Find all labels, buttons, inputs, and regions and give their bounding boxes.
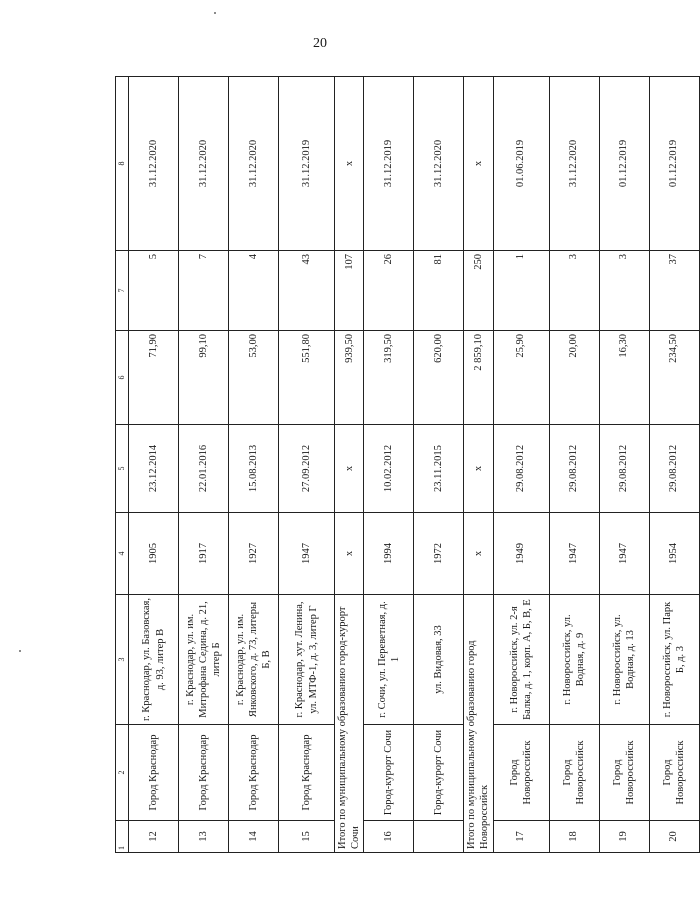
area-value: 319,50 [364, 331, 414, 425]
municipality-name: Город-курорт Сочи [364, 725, 414, 821]
area-value: 551,80 [279, 331, 335, 425]
recognition-date: х [464, 425, 493, 513]
building-address: г. Новороссийск, ул. Парк Б, д. 3 [649, 595, 699, 725]
recognition-date: 15.08.2013 [229, 425, 279, 513]
relocation-deadline: 31.12.2020 [414, 77, 464, 251]
residents-count: 5 [129, 251, 179, 331]
residents-count: 81 [414, 251, 464, 331]
table-row [279, 77, 335, 853]
table-row [599, 77, 649, 853]
construction-year: 1994 [364, 513, 414, 595]
row-number: 16 [364, 821, 414, 853]
row-number: 14 [229, 821, 279, 853]
building-address: г. Краснодар, ул. им. Янковского, д. 73, литеры Б, В [229, 595, 279, 725]
row-number: 18 [549, 821, 599, 853]
column-number: 6 [116, 331, 129, 425]
recognition-date: х [335, 425, 364, 513]
subtotal-row [335, 77, 364, 853]
recognition-date: 23.11.2015 [414, 425, 464, 513]
table-body [116, 77, 700, 853]
residents-count: 43 [279, 251, 335, 331]
relocation-deadline: 31.12.2020 [179, 77, 229, 251]
subtotal-row [464, 77, 493, 853]
residents-count: 7 [179, 251, 229, 331]
table-row [493, 77, 549, 853]
construction-year: 1927 [229, 513, 279, 595]
relocation-deadline: 01.12.2019 [649, 77, 699, 251]
recognition-date: 27.09.2012 [279, 425, 335, 513]
subtotal-label: Итого по муниципальному образованию город Новороссийск [464, 595, 493, 853]
recognition-date: 29.08.2012 [649, 425, 699, 513]
column-number: 7 [116, 251, 129, 331]
relocation-deadline: 01.06.2019 [493, 77, 549, 251]
column-number: 8 [116, 77, 129, 251]
scan-speck [19, 650, 21, 652]
building-address: г. Новороссийск, ул. Водная, д. 9 [549, 595, 599, 725]
row-number: 13 [179, 821, 229, 853]
column-number: 1 [116, 821, 129, 853]
residents-count: 1 [493, 251, 549, 331]
column-number: 2 [116, 725, 129, 821]
construction-year: 1905 [129, 513, 179, 595]
relocation-deadline: х [464, 77, 493, 251]
building-address: ул. Видовая, 33 [414, 595, 464, 725]
construction-year: 1947 [279, 513, 335, 595]
building-address: г. Краснодар, ул. им. Митрофана Седина, д. 21, литер Б [179, 595, 229, 725]
area-value: 16,30 [599, 331, 649, 425]
table-row [549, 77, 599, 853]
area-value: 234,50 [649, 331, 699, 425]
table-row [649, 77, 699, 853]
building-address: г. Сочи, ул. Переветная, д. 1 [364, 595, 414, 725]
construction-year: 1947 [599, 513, 649, 595]
recognition-date: 29.08.2012 [493, 425, 549, 513]
recognition-date: 29.08.2012 [549, 425, 599, 513]
area-value: 620,00 [414, 331, 464, 425]
table-row [414, 77, 464, 853]
area-value: 53,00 [229, 331, 279, 425]
construction-year: 1947 [549, 513, 599, 595]
municipality-name: Город-курорт Сочи [414, 725, 464, 821]
recognition-date: 10.02.2012 [364, 425, 414, 513]
construction-year: х [335, 513, 364, 595]
area-value: 2 859,10 [464, 331, 493, 425]
row-number: 15 [279, 821, 335, 853]
recognition-date: 29.08.2012 [599, 425, 649, 513]
relocation-deadline: х [335, 77, 364, 251]
building-address: г. Краснодар, хут. Ленина, ул. МТФ-1, д. 3, литер Г [279, 595, 335, 725]
page-number: 20 [313, 36, 327, 51]
column-number-row [116, 77, 129, 853]
construction-year: 1954 [649, 513, 699, 595]
row-number: 20 [649, 821, 699, 853]
relocation-deadline: 01.12.2019 [599, 77, 649, 251]
area-value: 20,00 [549, 331, 599, 425]
row-number: 17 [493, 821, 549, 853]
rotated-table-container [115, 77, 686, 853]
row-number [414, 821, 464, 853]
table-row [364, 77, 414, 853]
scan-speck [214, 12, 216, 14]
area-value: 71,90 [129, 331, 179, 425]
column-number: 5 [116, 425, 129, 513]
area-value: 939,50 [335, 331, 364, 425]
municipality-name: Город Краснодар [179, 725, 229, 821]
table-row [179, 77, 229, 853]
construction-year: 1917 [179, 513, 229, 595]
residents-count: 4 [229, 251, 279, 331]
recognition-date: 23.12.2014 [129, 425, 179, 513]
column-number: 3 [116, 595, 129, 725]
relocation-deadline: 31.12.2020 [129, 77, 179, 251]
relocation-deadline: 31.12.2020 [229, 77, 279, 251]
relocation-deadline: 31.12.2020 [549, 77, 599, 251]
residents-count: 26 [364, 251, 414, 331]
area-value: 25,90 [493, 331, 549, 425]
building-address: г. Краснодар, ул. Базовская, д. 93, литер В [129, 595, 179, 725]
table-row [229, 77, 279, 853]
construction-year: 1972 [414, 513, 464, 595]
construction-year: х [464, 513, 493, 595]
residents-count: 3 [599, 251, 649, 331]
row-number: 19 [599, 821, 649, 853]
recognition-date: 22.01.2016 [179, 425, 229, 513]
column-number: 4 [116, 513, 129, 595]
table-row [129, 77, 179, 853]
municipality-name: Город Краснодар [229, 725, 279, 821]
municipality-name: Город Новороссийск [549, 725, 599, 821]
residents-count: 250 [464, 251, 493, 331]
relocation-deadline: 31.12.2019 [364, 77, 414, 251]
building-address: г. Новороссийск, ул. 2-я Балка, д. 1, корп. А, Б, В, Е [493, 595, 549, 725]
residents-count: 37 [649, 251, 699, 331]
municipality-name: Город Новороссийск [493, 725, 549, 821]
relocation-deadline: 31.12.2019 [279, 77, 335, 251]
construction-year: 1949 [493, 513, 549, 595]
municipality-name: Город Новороссийск [599, 725, 649, 821]
residents-count: 3 [549, 251, 599, 331]
area-value: 99,10 [179, 331, 229, 425]
housing-table [115, 76, 700, 853]
municipality-name: Город Краснодар [129, 725, 179, 821]
row-number: 12 [129, 821, 179, 853]
subtotal-label: Итого по муниципальному образованию город-курорт Сочи [335, 595, 364, 853]
municipality-name: Город Краснодар [279, 725, 335, 821]
municipality-name: Город Новороссийск [649, 725, 699, 821]
building-address: г. Новороссийск, ул. Водная, д. 13 [599, 595, 649, 725]
residents-count: 107 [335, 251, 364, 331]
